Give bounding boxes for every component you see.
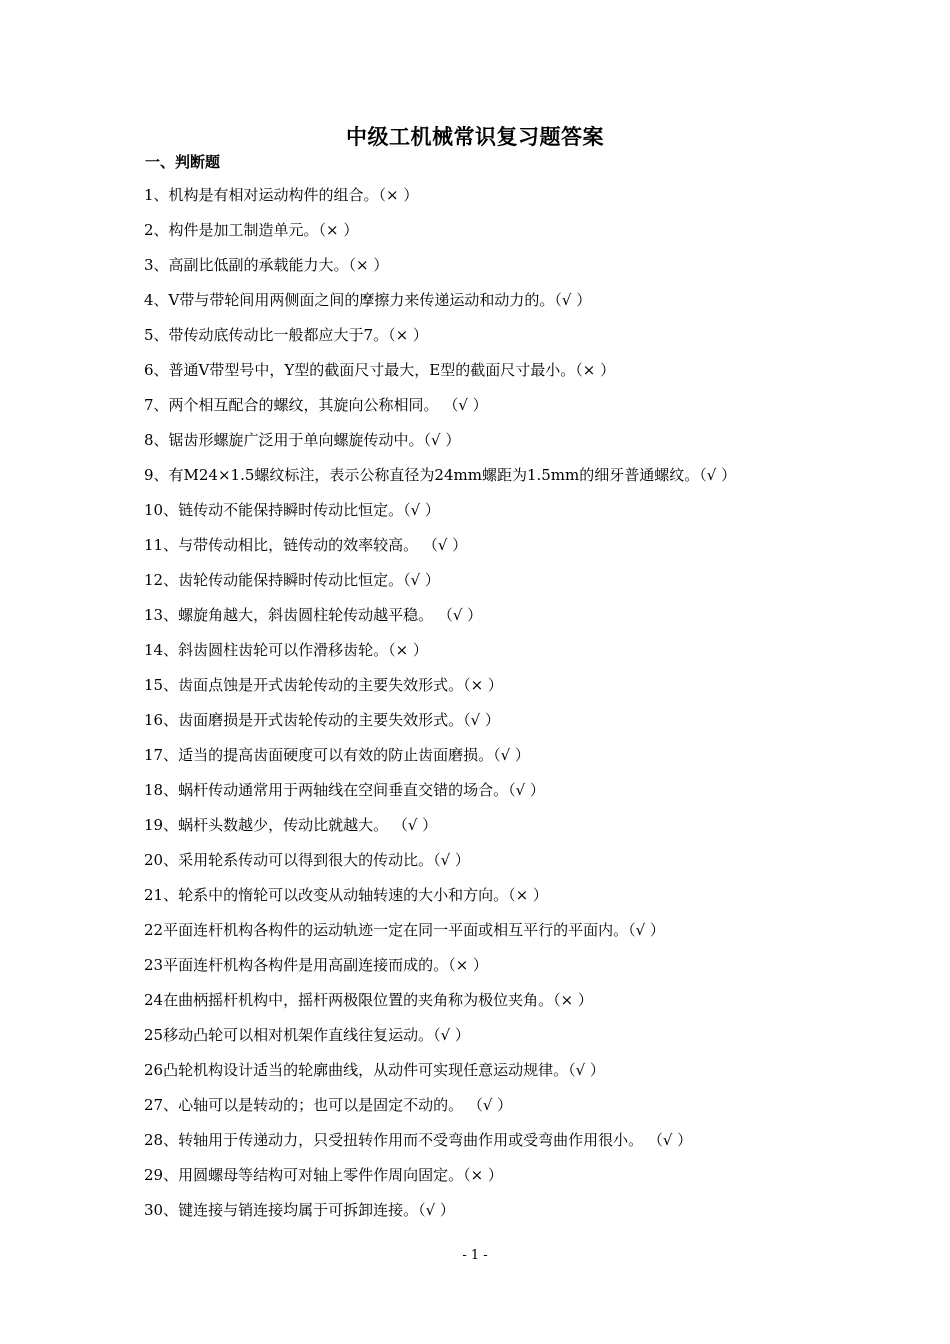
question-item: 13、螺旋角越大，斜齿圆柱轮传动越平稳。 （√ ） bbox=[144, 606, 483, 624]
question-item: 12、齿轮传动能保持瞬时传动比恒定。（√ ） bbox=[144, 571, 440, 589]
question-item: 21、轮系中的惰轮可以改变从动轴转速的大小和方向。（× ） bbox=[144, 886, 548, 904]
question-item: 6、普通V带型号中，Y型的截面尺寸最大，E型的截面尺寸最小。（× ） bbox=[144, 361, 616, 379]
question-item: 22平面连杆机构各构件的运动轨迹一定在同一平面或相互平行的平面内。（√ ） bbox=[144, 921, 665, 939]
question-item: 18、蜗杆传动通常用于两轴线在空间垂直交错的场合。（√ ） bbox=[144, 781, 545, 799]
question-item: 10、链传动不能保持瞬时传动比恒定。（√ ） bbox=[144, 501, 440, 519]
question-item: 1、机构是有相对运动构件的组合。（× ） bbox=[144, 186, 419, 204]
question-item: 15、齿面点蚀是开式齿轮传动的主要失效形式。（× ） bbox=[144, 676, 503, 694]
question-item: 8、锯齿形螺旋广泛用于单向螺旋传动中。（√ ） bbox=[144, 431, 461, 449]
question-item: 25移动凸轮可以相对机架作直线往复运动。（√ ） bbox=[144, 1026, 470, 1044]
question-item: 28、转轴用于传递动力，只受扭转作用而不受弯曲作用或受弯曲作用很小。 （√ ） bbox=[144, 1131, 693, 1149]
question-item: 3、高副比低副的承载能力大。（× ） bbox=[144, 256, 389, 274]
question-item: 24在曲柄摇杆机构中，摇杆两极限位置的夹角称为极位夹角。（× ） bbox=[144, 991, 593, 1009]
section-heading: 一、判断题 bbox=[145, 153, 221, 171]
question-item: 23平面连杆机构各构件是用高副连接而成的。（× ） bbox=[144, 956, 488, 974]
question-item: 5、带传动底传动比一般都应大于7。（× ） bbox=[144, 326, 428, 344]
question-item: 19、蜗杆头数越少，传动比就越大。 （√ ） bbox=[144, 816, 438, 834]
question-item: 11、与带传动相比，链传动的效率较高。 （√ ） bbox=[144, 536, 468, 554]
question-item: 2、构件是加工制造单元。（× ） bbox=[144, 221, 359, 239]
question-item: 17、适当的提高齿面硬度可以有效的防止齿面磨损。（√ ） bbox=[144, 746, 530, 764]
question-item: 20、采用轮系传动可以得到很大的传动比。（√ ） bbox=[144, 851, 470, 869]
question-item: 14、斜齿圆柱齿轮可以作滑移齿轮。（× ） bbox=[144, 641, 428, 659]
question-item: 26凸轮机构设计适当的轮廓曲线，从动件可实现任意运动规律。（√ ） bbox=[144, 1061, 605, 1079]
question-item: 16、齿面磨损是开式齿轮传动的主要失效形式。（√ ） bbox=[144, 711, 500, 729]
document-title: 中级工机械常识复习题答案 bbox=[346, 124, 604, 149]
true-false-question-list bbox=[144, 180, 864, 1230]
question-item: 7、两个相互配合的螺纹，其旋向公称相同。 （√ ） bbox=[144, 396, 488, 414]
question-item: 4、V带与带轮间用两侧面之间的摩擦力来传递运动和动力的。（√ ） bbox=[144, 291, 592, 309]
question-item: 9、有M24×1.5螺纹标注，表示公称直径为24mm螺距为1.5mm的细牙普通螺纹。（√ ） bbox=[144, 466, 737, 484]
page-number: - 1 - bbox=[462, 1248, 488, 1263]
question-item: 30、键连接与销连接均属于可拆卸连接。（√ ） bbox=[144, 1201, 455, 1219]
question-item: 29、用圆螺母等结构可对轴上零件作周向固定。（× ） bbox=[144, 1166, 503, 1184]
question-item: 27、心轴可以是转动的；也可以是固定不动的。 （√ ） bbox=[144, 1096, 513, 1114]
